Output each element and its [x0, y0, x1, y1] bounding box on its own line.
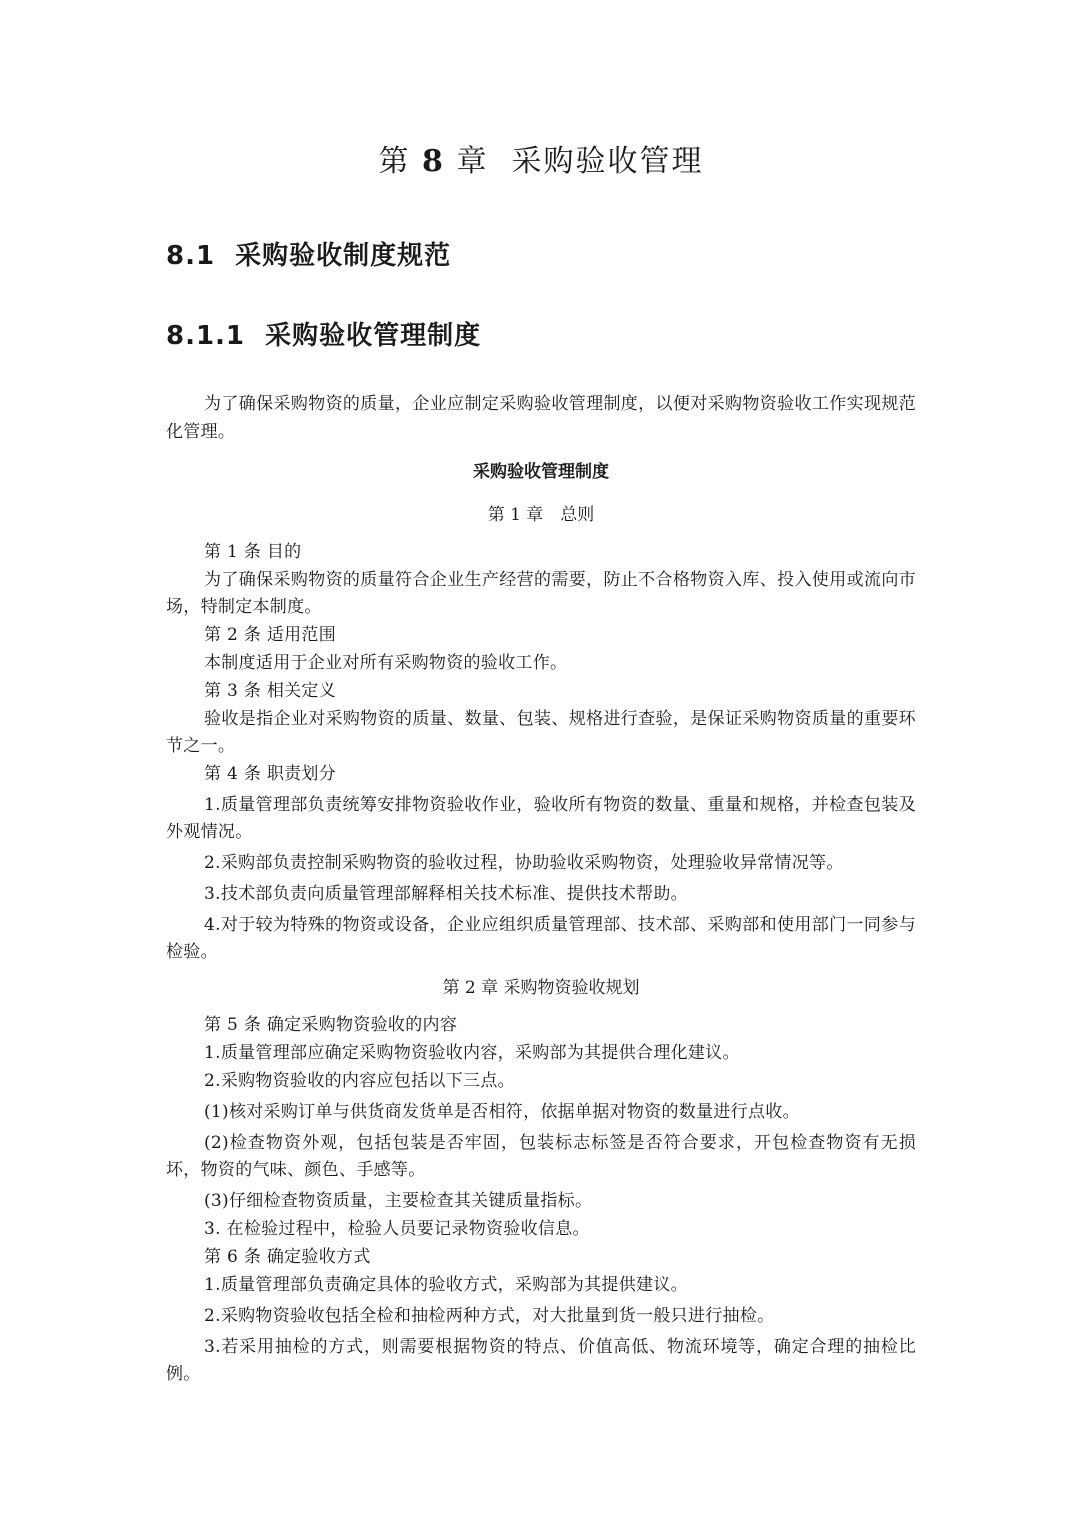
article-heading: 第 2 条 适用范围 [204, 625, 337, 645]
article-paragraph: 验收是指企业对采购物资的质量、数量、包装、规格进行查验，是保证采购物资质量的重要环节之一。 [166, 709, 916, 756]
article-paragraph: (1)核对采购订单与供货商发货单是否相符，依据单据对物资的数量进行点收。 [204, 1102, 800, 1122]
article-paragraph: 1.质量管理部负责确定具体的验收方式，采购部为其提供建议。 [204, 1275, 688, 1295]
article-paragraph: 3.若采用抽检的方式，则需要根据物资的特点、价值高低、物流环境等，确定合理的抽检比例。 [166, 1337, 916, 1384]
article-paragraph: 本制度适用于企业对所有采购物资的验收工作。 [204, 653, 568, 673]
article-paragraph: 3.技术部负责向质量管理部解释相关技术标准、提供技术帮助。 [204, 884, 688, 904]
article-paragraph: 1.质量管理部应确定采购物资验收内容，采购部为其提供合理化建议。 [204, 1043, 740, 1063]
chapter-number: 8 [422, 144, 445, 179]
article-paragraph: 3. 在检验过程中，检验人员要记录物资验收信息。 [204, 1219, 590, 1239]
article-heading: 第 4 条 职责划分 [204, 764, 337, 784]
article-heading: 第 1 条 目的 [204, 542, 302, 562]
section-heading-8-1 [166, 238, 451, 274]
document-chapter-heading: 第 2 章 采购物资验收规划 [442, 978, 640, 998]
article-paragraph: 2.采购物资验收的内容应包括以下三点。 [204, 1071, 515, 1091]
article-heading: 第 3 条 相关定义 [204, 681, 337, 701]
article-paragraph: (2)检查物资外观，包括包装是否牢固，包装标志标签是否符合要求，开包检查物资有无损坏，物资的气味、颜色、手感等。 [166, 1133, 916, 1180]
section-number: 8.1 [166, 241, 216, 271]
chapter-prefix: 第 [378, 144, 411, 179]
section-heading-8-1-1 [166, 318, 481, 354]
chapter2-body [166, 1012, 916, 1388]
article-paragraph: 1.质量管理部负责统筹安排物资验收作业，验收所有物资的数量、重量和规格，并检查包装及外观情况。 [166, 795, 916, 842]
document-chapter-heading: 第 1 章 总则 [487, 505, 595, 525]
article-paragraph: 4.对于较为特殊的物资或设备，企业应组织质量管理部、技术部、采购部和使用部门一同参与检验。 [166, 915, 916, 962]
article-paragraph: (3)仔细检查物资质量，主要检查其关键质量指标。 [204, 1191, 593, 1211]
chapter-name: 采购验收管理 [511, 144, 704, 179]
article-paragraph: 2.采购部负责控制采购物资的验收过程，协助验收采购物资，处理验收异常情况等。 [204, 853, 844, 873]
article-paragraph: 2.采购物资验收包括全检和抽检两种方式，对大批量到货一般只进行抽检。 [204, 1306, 775, 1326]
chapter-title [166, 140, 916, 184]
regulation-document [166, 458, 916, 1389]
intro-paragraph: 为了确保采购物资的质量，企业应制定采购验收管理制度，以便对采购物资验收工作实现规范化管理。 [166, 394, 916, 442]
article-heading: 第 6 条 确定验收方式 [204, 1247, 371, 1267]
section-title: 采购验收制度规范 [235, 241, 452, 271]
section-title: 采购验收管理制度 [265, 321, 482, 351]
chapter1-body [166, 539, 916, 966]
section-number: 8.1.1 [166, 321, 246, 351]
article-heading: 第 5 条 确定采购物资验收的内容 [204, 1015, 458, 1035]
document-title: 采购验收管理制度 [473, 462, 609, 482]
chapter-suffix: 章 [456, 144, 489, 179]
article-paragraph: 为了确保采购物资的质量符合企业生产经营的需要，防止不合格物资入库、投入使用或流向市场，特制定本制度。 [166, 570, 916, 617]
